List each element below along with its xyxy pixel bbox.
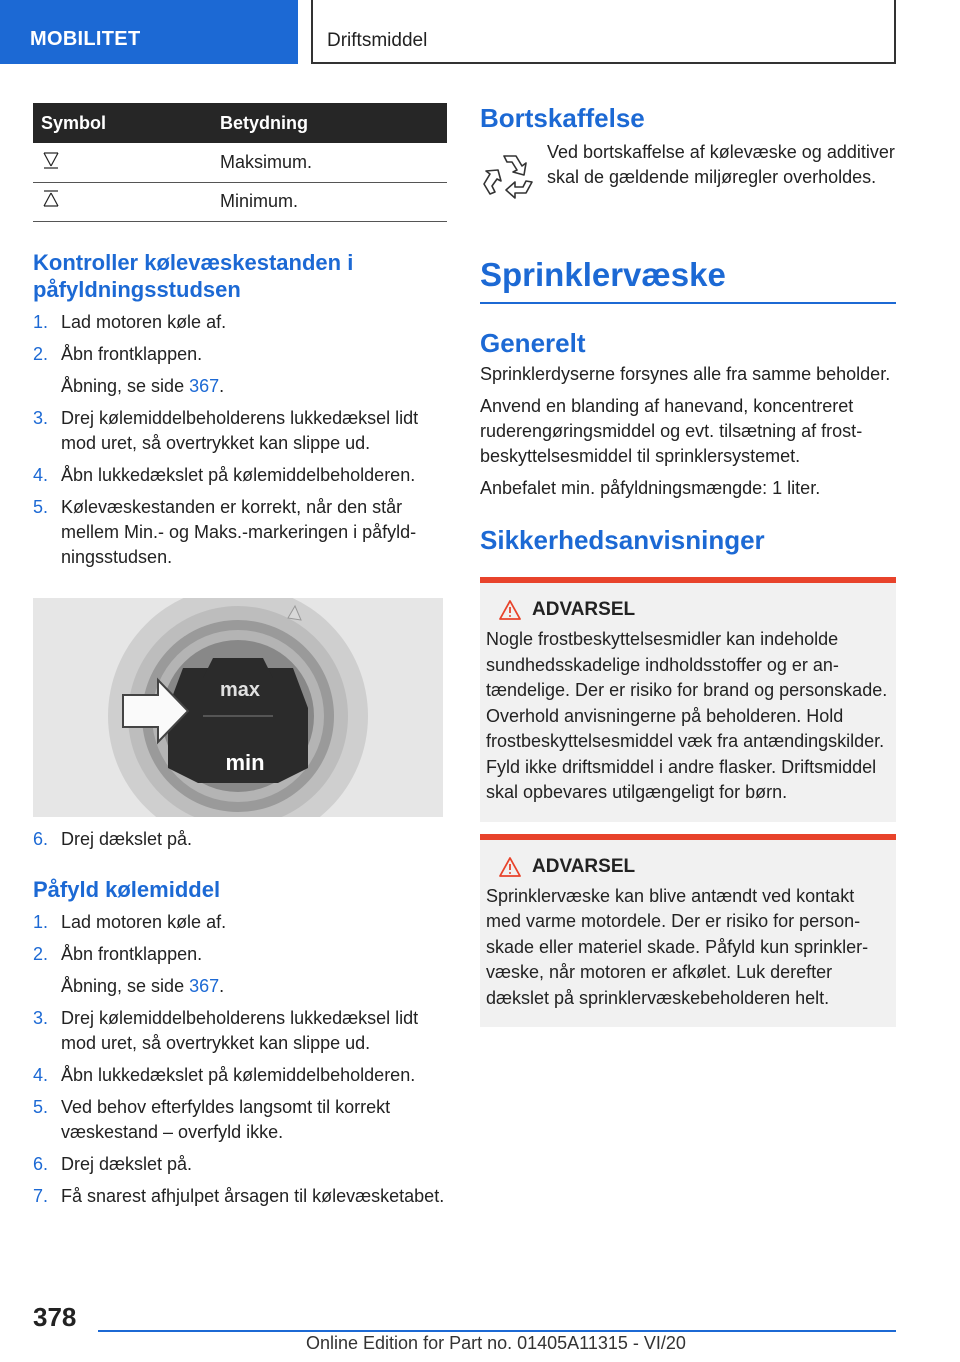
list-item: 1. Lad motoren køle af.	[33, 311, 227, 332]
page-link[interactable]: 367	[189, 375, 220, 396]
section-tab[interactable]: MOBILITET	[0, 0, 298, 64]
disposal-block	[480, 140, 896, 208]
right-column	[480, 103, 896, 1027]
recycling-icon	[480, 148, 540, 208]
symbol-table	[33, 103, 447, 222]
footer-rule	[98, 1330, 896, 1332]
page-link[interactable]: 367	[189, 975, 220, 996]
edition-note: Online Edition for Part no. 01405A11315 - VI/20	[306, 1333, 686, 1353]
sprinkler-title: Sprinklervæske	[480, 256, 726, 293]
col-meaning-header: Betydning	[216, 103, 447, 143]
check-step-6	[33, 827, 447, 852]
warning-triangle-icon	[498, 599, 522, 621]
list-item: 3. Drej kølemiddelbeholderens lukkedæksel lidt mod uret, så overtrykket kan slippe ud.	[33, 1007, 419, 1053]
general-paragraph: Anbefalet min. påfyldningsmængde: 1 liter.	[480, 478, 821, 498]
warning-text: Nogle frostbeskyttelsesmidler kan indeholde sundhedsskadelige indholdsstoffer og er antændelige. Der er risiko for brand og personskade. Overhold anvisningerne på beholderen. Hold frostbeskyttelsesmiddel væk fra antændingskilder. Fyld ikke driftsmiddel i andre flasker. Driftsmiddel skal opbevares utilgængeligt for børn.	[486, 629, 888, 802]
list-item: 6. Drej dækslet på.	[33, 1153, 193, 1174]
left-column	[33, 103, 447, 1209]
list-item: 4. Åbn lukkedækslet på kølemiddelbeholderen.	[33, 464, 416, 485]
chapter-title: Driftsmiddel	[311, 0, 896, 64]
min-marker-icon	[43, 190, 59, 208]
list-item: 2. Åbn frontklappen. Åbning, se side 367.	[33, 343, 225, 396]
page-number: 378	[33, 1302, 77, 1332]
list-item: 4. Åbn lukkedækslet på kølemiddelbeholderen.	[33, 1064, 416, 1085]
check-steps-list	[33, 310, 447, 570]
title-rule	[480, 302, 896, 304]
fill-steps-list	[33, 910, 447, 1209]
list-item: 6. Drej dækslet på.	[33, 828, 193, 849]
general-title: Generelt	[480, 328, 586, 358]
list-item: 7. Få snarest afhjulpet årsagen til kølevæsketabet.	[33, 1185, 445, 1206]
list-item: 1. Lad motoren køle af.	[33, 911, 227, 932]
symbol-meaning: Maksimum.	[216, 143, 447, 182]
safety-title: Sikkerhedsanvisninger	[480, 525, 765, 555]
list-item: 3. Drej kølemiddelbeholderens lukkedæksel lidt mod uret, så overtrykket kan slippe ud.	[33, 407, 419, 453]
list-item: 5. Kølevæskestanden er korrekt, når den står mellem Min.- og Maks.-markeringen i påfyldningsstudsen.	[33, 496, 417, 567]
disposal-title: Bortskaffelse	[480, 103, 645, 133]
max-marker-icon	[43, 151, 59, 169]
disposal-text: Ved bortskaffelse af kølevæske og additiver skal de gældende miljøregler overholdes.	[547, 142, 895, 187]
list-item: 5. Ved behov efterfyldes langsomt til korrekt væskestand – overfyld ikke.	[33, 1096, 391, 1142]
page-footer	[0, 1290, 960, 1362]
check-section-title: Kontroller kølevæskestanden i påfyldningsstudsen	[33, 249, 354, 302]
table-row	[33, 143, 447, 182]
warning-box	[480, 577, 896, 822]
list-item: 2. Åbn frontklappen. Åbning, se side 367.	[33, 943, 225, 996]
warning-label: ADVARSEL	[532, 855, 636, 877]
warning-triangle-icon	[498, 856, 522, 878]
filler-neck-illustration	[33, 598, 443, 817]
page-header	[0, 0, 960, 66]
fill-section-title: Påfyld kølemiddel	[33, 876, 221, 902]
min-mark-label: min	[225, 749, 265, 775]
coolant-filler-neck-photo	[33, 598, 443, 817]
col-symbol-header: Symbol	[33, 103, 216, 143]
symbol-table-header	[33, 103, 447, 143]
general-paragraph: Anvend en blanding af hanevand, koncentreret ruderengøringsmiddel og evt. tilsætning af frostbeskyttelsesmiddel til sprinklersystemet.	[480, 396, 863, 466]
max-mark-label: max	[219, 678, 261, 701]
warning-label: ADVARSEL	[532, 599, 636, 620]
symbol-meaning: Minimum.	[216, 182, 447, 221]
warning-text: Sprinklervæske kan blive antændt ved kontakt med varme motordele. Der er risiko for personskade eller materiel skade. Påfyld kun sprinklervæske, når motoren er afkølet. Luk derefter dækslet på sprinklervæskebeholderen helt.	[486, 885, 869, 1008]
general-paragraph: Sprinklerdyserne forsynes alle fra samme beholder.	[480, 364, 891, 384]
table-row	[33, 182, 447, 221]
warning-box	[480, 834, 896, 1028]
